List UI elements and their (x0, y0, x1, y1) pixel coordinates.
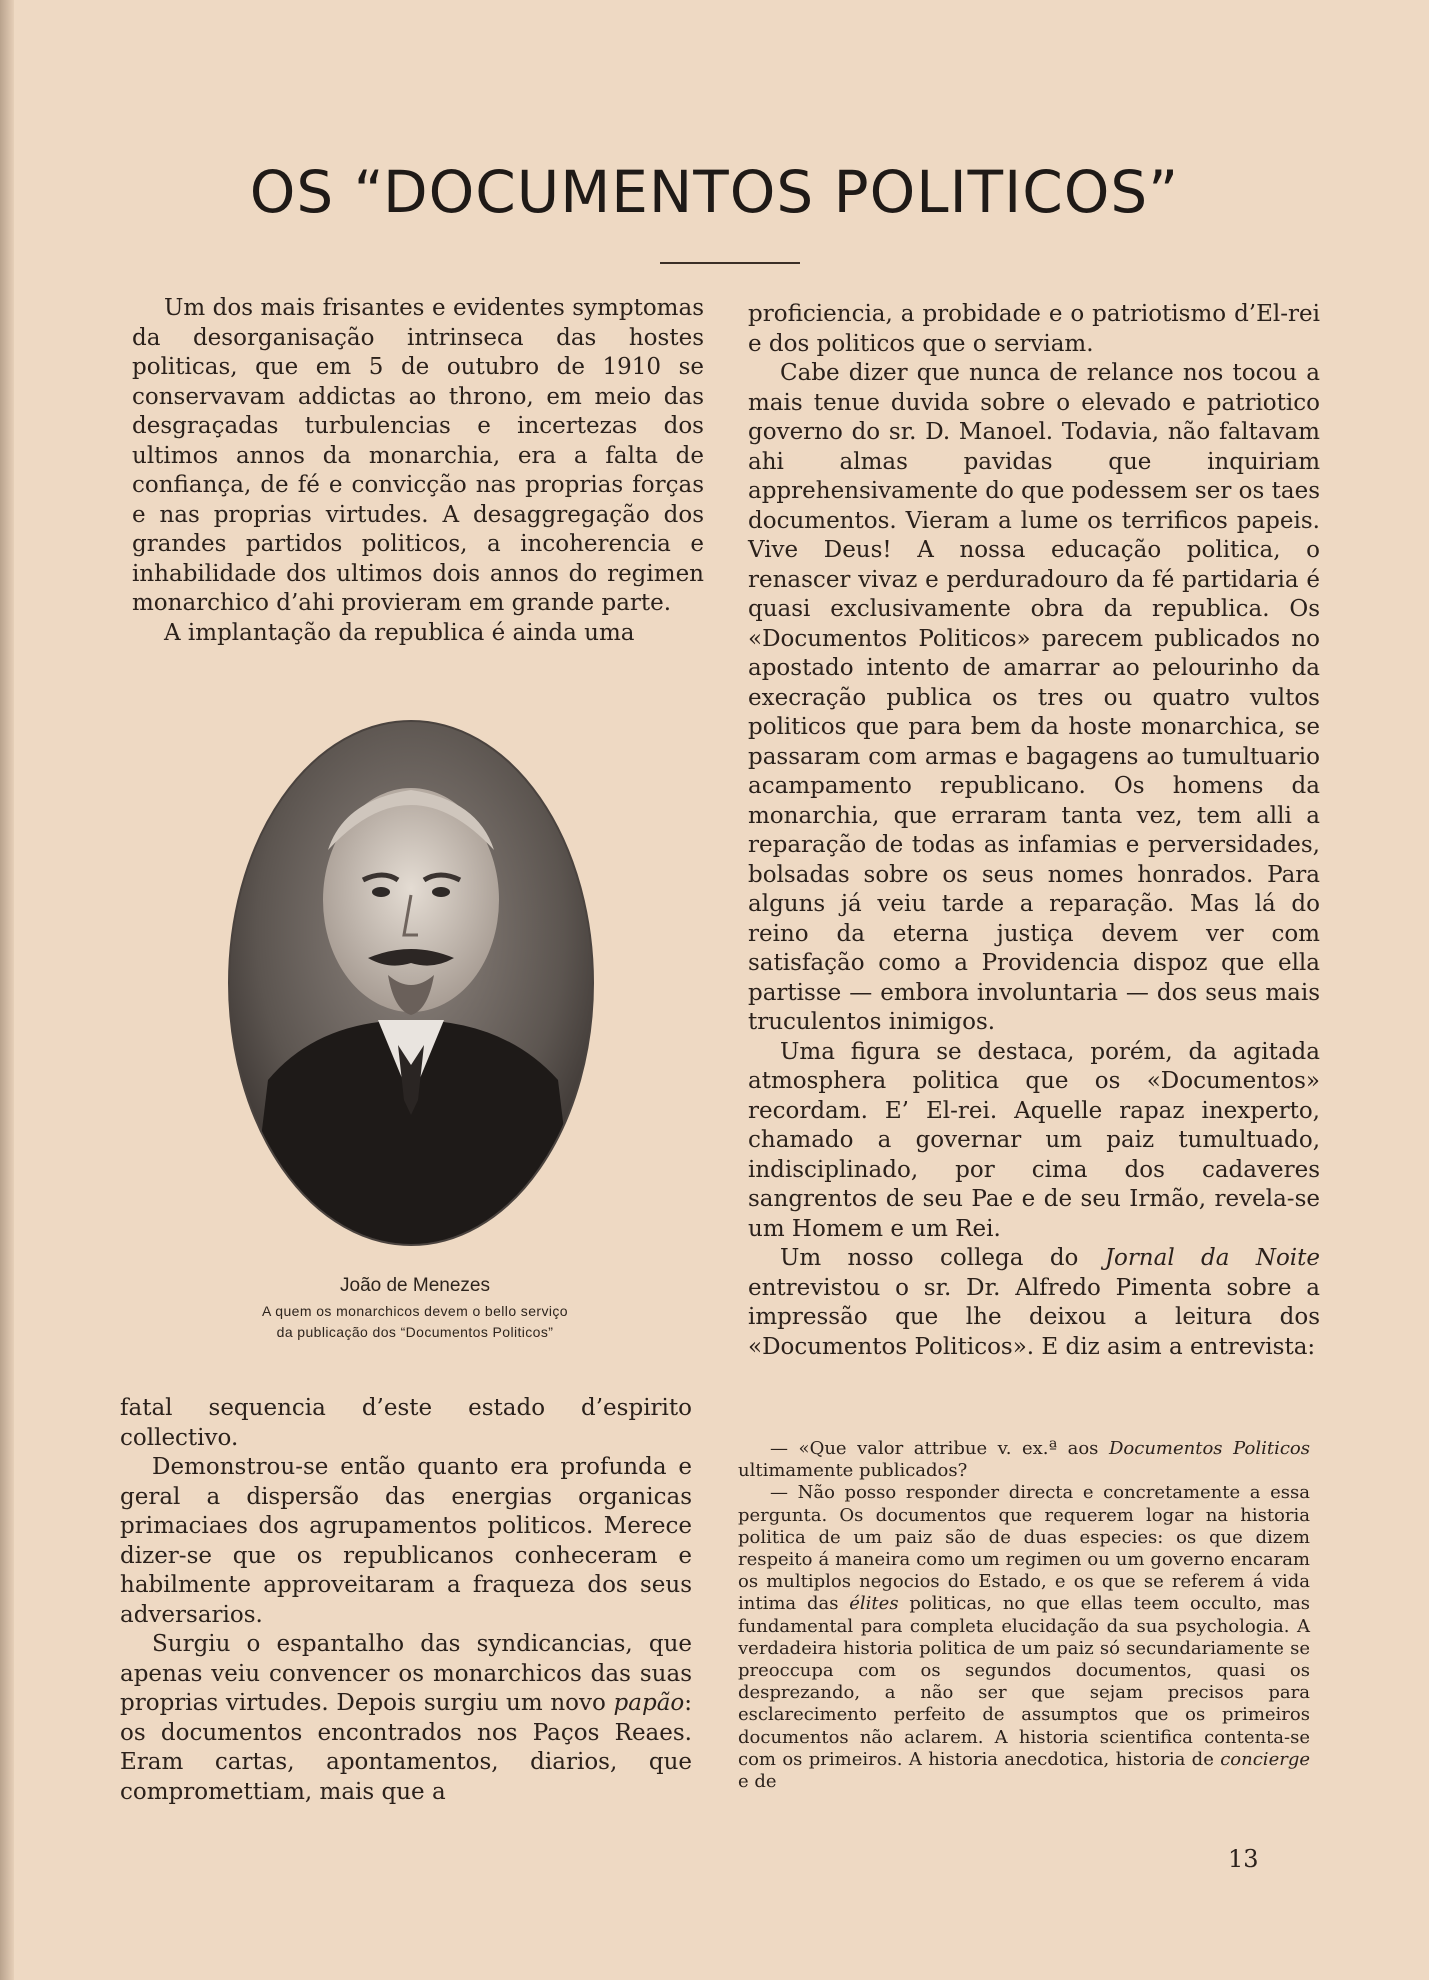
page-binding-edge (0, 0, 14, 1980)
interview-question (738, 1438, 1310, 1482)
text-run: politicas, no que ellas teem occulto, mas fundamental para completa elucidação da sua psychologia. A verdadeira historia politica de um paiz só secundariamente se preoccupa com os segundos documentos, quasi os desprezando, a não ser que sejam precisos para esclarecimento perfeito de assumptos que os primeiros documentos não aclarem. A historia scientifica contenta-se com os primeiros. A historia anecdotica, historia de (738, 1593, 1310, 1770)
paragraph (748, 1244, 1320, 1362)
caption-name: João de Menezes (340, 1275, 490, 1296)
interview-answer (738, 1482, 1310, 1793)
page-number: 13 (1228, 1845, 1259, 1873)
text-run: e de (738, 1771, 777, 1793)
paragraph: Uma figura se destaca, porém, da agitada atmosphera politica que os «Documentos» recordam. E’ El-rei. Aquelle rapaz inexperto, chamado a governar um paiz tumultuado, indisciplinado, por cima dos cadaveres sangrentos de seu Pae e de seu Irmão, revela-se um Homem e um Rei. (748, 1038, 1320, 1242)
paragraph: Cabe dizer que nunca de relance nos tocou a mais tenue duvida sobre o elevado e patriotico governo do sr. D. Manoel. Todavia, não faltavam ahi almas pavidas que inquiriam apprehensivamente do que podessem ser os taes documentos. Vieram a lume os terrificos papeis. Vive Deus! A nossa educação politica, o renascer vivaz e perduradouro da fé partidaria é quasi exclusivamente obra da republica. Os «Documentos Politicos» parecem publicados no apostado intento de amarrar ao pelourinho da execração publica os tres ou quatro vultos politicos que para bem da hoste monarchica, se passaram com armas e bagagens ao tumultuario acampamento republicano. Os homens da monarchia, que erraram tanta vez, tem alli a reparação de todas as infamias e perversidades, bolsadas sobre os seus nomes honrados. Para alguns já veiu tarde a reparação. Mas lá do reino da eterna justiça devem ver com satisfação como a Providencia dispoz que ella partisse — embora involuntaria — dos seus mais truculentos inimigos. (748, 360, 1320, 1035)
paragraph: fatal sequencia d’este estado d’espirito collectivo. (120, 1395, 692, 1451)
text-run: : os documentos encontrados nos Paços Reaes. Eram cartas, apontamentos, diarios, que compromettiam, mais que a (120, 1690, 692, 1805)
text-run: Um nosso collega do (780, 1245, 1079, 1271)
newspaper-name: Jornal da Noite (1104, 1245, 1320, 1271)
italic-word: concierge (1220, 1748, 1310, 1770)
text-run: — Não posso responder directa e concretamente a essa pergunta. Os documentos que requerem logar na historia politica de um paiz são de duas especies: os que dizem respeito á maneira como um regimen ou um governo encaram os multiplos negocios do Estado, e os que se referem á vida intima das (738, 1482, 1310, 1615)
italic-title: Documentos Politicos (1108, 1438, 1310, 1459)
paragraph: Um dos mais frisantes e evidentes symptomas da desorganisação intrinseca das hostes politicas, que em 5 de outubro de 1910 se conservavam addictas ao throno, em meio das desgraçadas turbulencias e incertezas dos ultimos annos da monarchia, era a falta de confiança, de fé e convicção nas proprias forças e nas proprias virtudes. A desaggregação dos grandes partidos politicos, a incoherencia e inhabilidade dos ultimos dois annos do regimen monarchico d’ahi provieram em grande parte. (132, 295, 704, 616)
portrait-photo (228, 720, 594, 1246)
text-run: ultimamente publicados? (738, 1460, 968, 1482)
right-column (748, 300, 1320, 1362)
paragraph: Demonstrou-se então quanto era profunda e geral a dispersão das energias organicas primaciaes dos agrupamentos politicos. Merece dizer-se que os republicanos conheceram e habilmente approveitaram a fraqueza dos seus adversarios. (120, 1454, 692, 1628)
text-run: Surgiu o espantalho das syndicancias, que apenas veiu convencer os monarchicos das suas proprias virtudes. Depois surgiu um novo (120, 1631, 692, 1716)
paragraph: A implantação da republica é ainda uma (164, 619, 635, 646)
italic-word: élites (849, 1593, 899, 1615)
caption-line: da publicação dos “Documentos Politicos” (276, 1324, 554, 1340)
interview-text (738, 1438, 1310, 1793)
paragraph: proficiencia, a probidade e o patriotismo d’El-rei e dos politicos que o serviam. (748, 301, 1320, 357)
text-run: — «Que valor attribue v. ex.ª aos (770, 1438, 1099, 1459)
title-divider (660, 262, 800, 264)
italic-word: papão (613, 1690, 685, 1716)
left-column-bottom (120, 1394, 692, 1807)
article-title: OS “DOCUMENTOS POLITICOS” (249, 158, 1180, 226)
paragraph (120, 1630, 692, 1807)
portrait-caption (190, 1275, 640, 1343)
left-column-top (132, 294, 704, 648)
caption-line: A quem os monarchicos devem o bello serviço (262, 1303, 568, 1319)
text-run: entrevistou o sr. Dr. Alfredo Pimenta sobre a impressão que lhe deixou a leitura dos «Documentos Politicos». E diz asim a entrevista: (748, 1274, 1320, 1360)
